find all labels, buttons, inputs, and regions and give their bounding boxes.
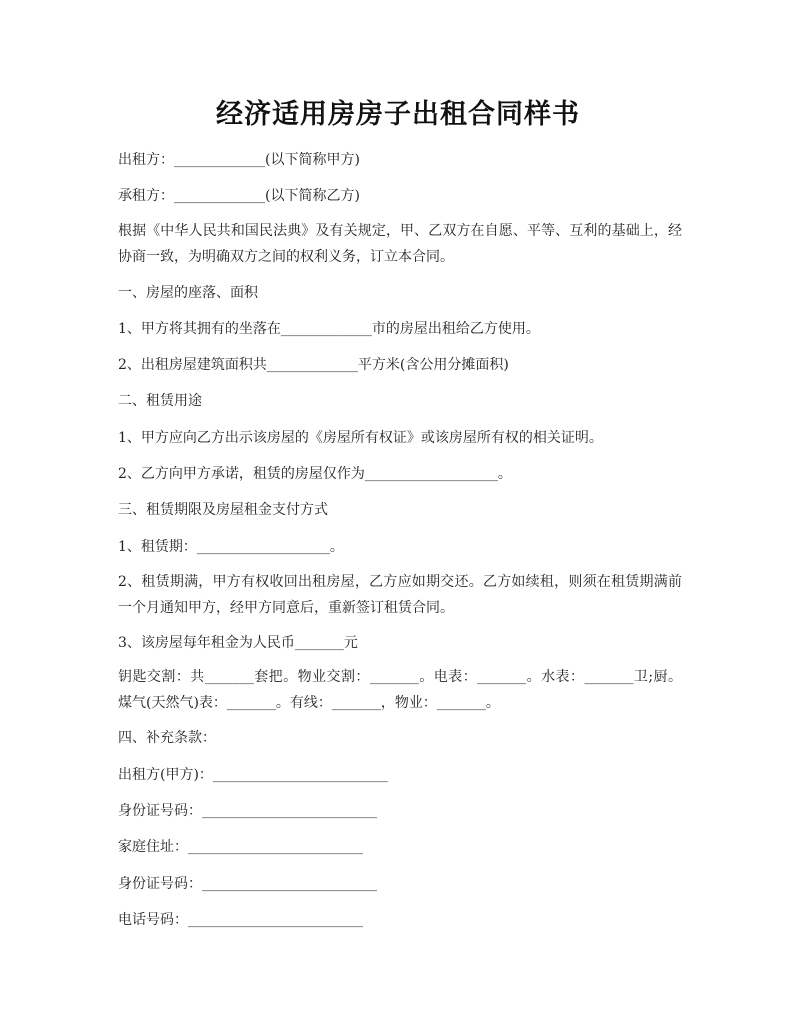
section-1-heading: 一、房屋的座落、面积 xyxy=(118,285,258,301)
section-2-item-1: 1、甲方应向乙方出示该房屋的《房屋所有权证》或该房屋所有权的相关证明。 xyxy=(118,430,603,446)
section-1-item-2: 2、出租房屋建筑面积共_____________平方米(含公用分摊面积) xyxy=(118,357,509,373)
preamble-paragraph: 根据《中华人民共和国民法典》及有关规定，甲、乙双方在自愿、平等、互利的基础上，经协商一致，为明确双方之间的权利义务，订立本合同。 xyxy=(118,223,682,265)
section-1-item-1: 1、甲方将其拥有的坐落在_____________市的房屋出租给乙方使用。 xyxy=(118,321,540,337)
signature-phone-number: 电话号码：_________________________ xyxy=(118,912,363,928)
section-4-heading: 四、补充条款： xyxy=(118,730,216,746)
handover-paragraph: 钥匙交割：共_______套把。物业交割：_______。电表：_______。水表：_______卫;厨。煤气(天然气)表：_______。有线：_______，物业：_______。 xyxy=(118,669,682,711)
section-3-item-3: 3、该房屋每年租金为人民币_______元 xyxy=(118,635,358,651)
signature-id-number: 身份证号码：_________________________ xyxy=(118,803,377,819)
document-title: 经济适用房房子出租合同样书 xyxy=(216,99,580,130)
section-2-heading: 二、租赁用途 xyxy=(118,393,202,409)
signature-lessor: 出租方(甲方)：_________________________ xyxy=(118,767,388,783)
lessee-line: 承租方：_____________(以下简称乙方) xyxy=(118,188,360,204)
section-3-item-2: 2、租赁期满，甲方有权收回出租房屋，乙方应如期交还。乙方如续租，则须在租赁期满前一个月通知甲方，经甲方同意后，重新签订租赁合同。 xyxy=(118,574,682,616)
section-3-heading: 三、租赁期限及房屋租金支付方式 xyxy=(118,502,328,518)
section-2-item-2: 2、乙方向甲方承诺，租赁的房屋仅作为___________________。 xyxy=(118,466,512,482)
signature-id-number-2: 身份证号码：_________________________ xyxy=(118,876,377,892)
lessor-line: 出租方：_____________(以下简称甲方) xyxy=(118,152,360,168)
section-3-item-1: 1、租赁期：___________________。 xyxy=(118,539,344,555)
signature-home-address: 家庭住址：_________________________ xyxy=(118,839,363,855)
